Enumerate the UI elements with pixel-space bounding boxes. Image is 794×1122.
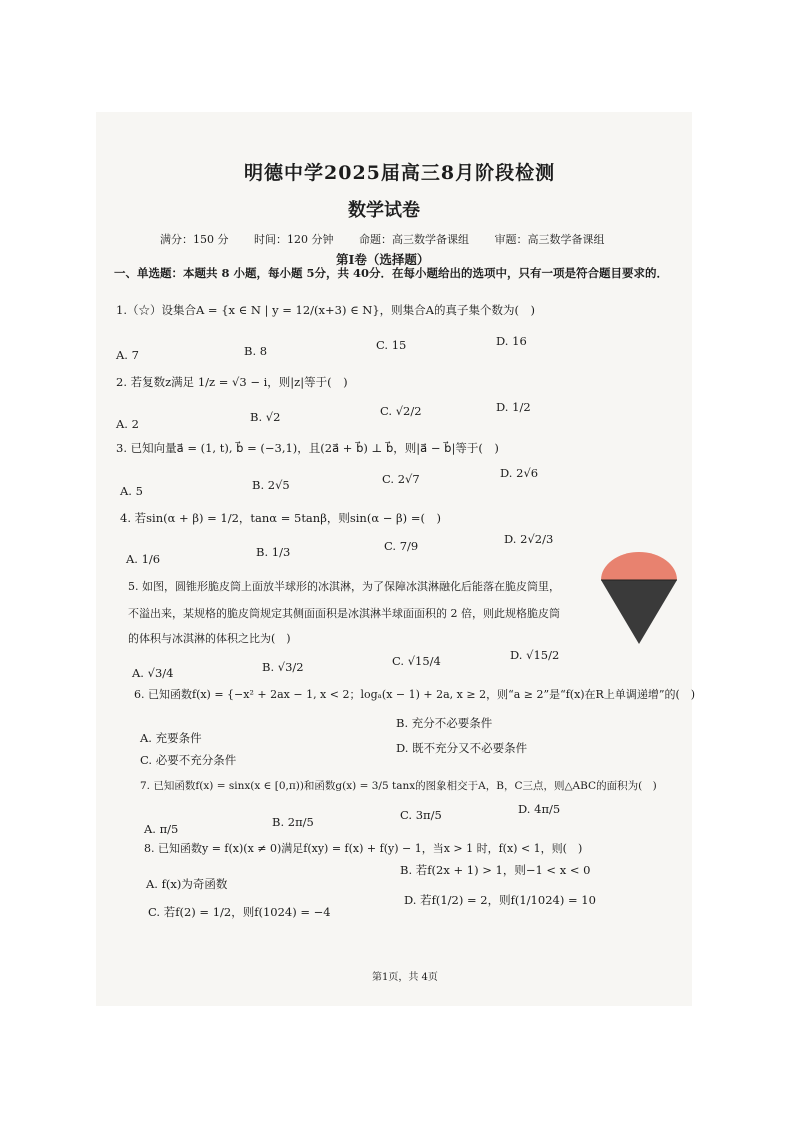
meta-author: 命题：高三数学备课组 xyxy=(359,233,469,246)
q8-option-a: A. f(x)为奇函数 xyxy=(146,877,228,891)
q5-option-c: C. √15/4 xyxy=(392,654,441,668)
ice-cream-cone-figure xyxy=(598,552,680,646)
question-6: 6. 已知函数f(x) = {−x² + 2ax − 1, x < 2；logₐ(x − 1) + 2a, x ≥ 2，则“a ≥ 2”是“f(x)在R上单调递增”的( ) xyxy=(134,688,696,701)
q1-option-a: A. 7 xyxy=(116,348,139,362)
question-3: 3. 已知向量a⃗ = (1, t), b⃗ = (−3,1)，且(2a⃗ + b⃗) ⊥ b⃗，则|a⃗ − b⃗|等于( ) xyxy=(116,441,499,455)
q1-option-d: D. 16 xyxy=(496,334,527,348)
question-7: 7. 已知函数f(x) = sinx(x ∈ [0,π))和函数g(x) = 3/5 tanx的图象相交于A，B，C三点，则△ABC的面积为( ) xyxy=(140,780,657,792)
q7-option-d: D. 4π/5 xyxy=(518,802,561,816)
q6-option-c: C. 必要不充分条件 xyxy=(140,753,237,767)
ice-cream-hemisphere xyxy=(601,552,677,580)
q5-option-a: A. √3/4 xyxy=(132,666,174,680)
q7-option-b: B. 2π/5 xyxy=(272,815,314,829)
q5-option-b: B. √3/2 xyxy=(262,660,304,674)
question-5-line-1: 5. 如图，圆锥形脆皮筒上面放半球形的冰淇淋，为了保障冰淇淋融化后能落在脆皮筒里， xyxy=(128,580,560,593)
q8-option-d: D. 若f(1/2) = 2，则f(1/1024) = 10 xyxy=(404,893,596,907)
question-8: 8. 已知函数y = f(x)(x ≠ 0)满足f(xy) = f(x) + f(y) − 1，当x > 1 时，f(x) < 1，则( ) xyxy=(144,842,583,855)
q8-option-b: B. 若f(2x + 1) > 1，则−1 < x < 0 xyxy=(400,863,591,877)
q1-option-b: B. 8 xyxy=(244,344,268,358)
section-heading: 一、单选题：本题共 8 小题，每小题 5分，共 40分．在每小题给出的选项中，只有一项是符合题目要求的． xyxy=(114,266,669,280)
part-title: 第Ⅰ卷（选择题） xyxy=(336,252,430,267)
q4-option-b: B. 1/3 xyxy=(256,545,291,559)
q5-option-d: D. √15/2 xyxy=(510,648,560,662)
q7-option-a: A. π/5 xyxy=(144,822,179,836)
q7-option-c: C. 3π/5 xyxy=(400,808,442,822)
meta-score: 满分：150 分 xyxy=(160,233,229,246)
q1-option-c: C. 15 xyxy=(376,338,407,352)
meta-time: 时间：120 分钟 xyxy=(254,233,334,246)
cone-body xyxy=(601,580,677,644)
page-footer: 第1页，共 4页 xyxy=(372,972,438,983)
question-1: 1.（☆）设集合A = {x ∈ N | y = 12/(x+3) ∈ N}，则集合A的真子集个数为( ) xyxy=(116,303,535,317)
exam-meta xyxy=(160,231,627,247)
question-4: 4. 若sin(α + β) = 1/2，tanα = 5tanβ，则sin(α − β) =( ) xyxy=(120,511,441,525)
q6-option-b: B. 充分不必要条件 xyxy=(396,716,493,730)
q2-option-a: A. 2 xyxy=(116,417,139,431)
q2-option-c: C. √2/2 xyxy=(380,404,422,418)
q3-option-a: A. 5 xyxy=(120,484,143,498)
q4-option-d: D. 2√2/3 xyxy=(504,532,554,546)
question-2: 2. 若复数z满足 1/z = √3 − i，则|z|等于( ) xyxy=(116,375,348,389)
exam-title: 明德中学2025届高三8月阶段检测 xyxy=(244,162,556,184)
question-5-line-3: 的体积与冰淇淋的体积之比为( ) xyxy=(128,632,291,645)
exam-subtitle: 数学试卷 xyxy=(348,200,420,221)
q3-option-c: C. 2√7 xyxy=(382,472,420,486)
q8-option-c: C. 若f(2) = 1/2，则f(1024) = −4 xyxy=(148,905,331,919)
question-5-line-2: 不溢出来，某规格的脆皮筒规定其侧面面积是冰淇淋半球面面积的 2 倍，则此规格脆皮筒 xyxy=(128,607,560,620)
q3-option-d: D. 2√6 xyxy=(500,466,539,480)
q2-option-d: D. 1/2 xyxy=(496,400,531,414)
meta-reviewer: 审题：高三数学备课组 xyxy=(494,233,605,246)
q6-option-d: D. 既不充分又不必要条件 xyxy=(396,741,528,755)
q4-option-c: C. 7/9 xyxy=(384,539,419,553)
q4-option-a: A. 1/6 xyxy=(126,552,161,566)
q2-option-b: B. √2 xyxy=(250,410,281,424)
q6-option-a: A. 充要条件 xyxy=(140,731,202,745)
q3-option-b: B. 2√5 xyxy=(252,478,290,492)
